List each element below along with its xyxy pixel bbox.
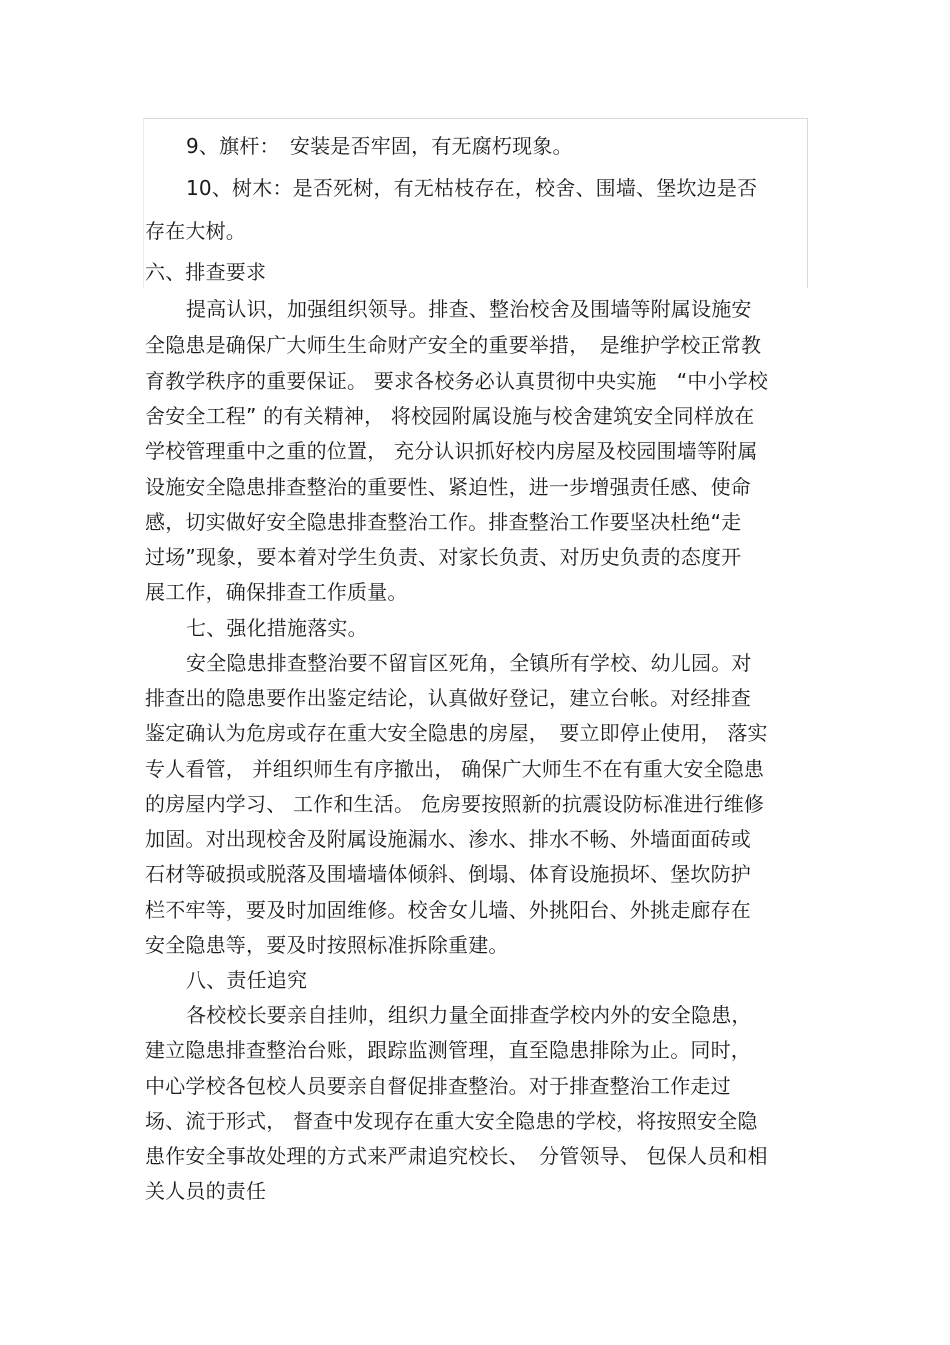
paragraph-line: 全隐患是确保广大师生生命财产安全的重要举措， 是维护学校正常教	[145, 333, 762, 357]
paragraph-line: 育教学秩序的重要保证。 要求各校务必认真贯彻中央实施 “中小学校	[145, 369, 769, 393]
section-8-heading: 八、责任追究	[186, 968, 308, 992]
paragraph-line: 提高认识，加强组织领导。排查、整治校舍及围墙等附属设施安	[186, 297, 752, 321]
paragraph-line: 感，切实做好安全隐患排查整治工作。排查整治工作要坚决杜绝“走	[145, 510, 742, 534]
section-7-heading: 七、强化措施落实。	[186, 616, 368, 640]
paragraph-line: 的房屋内学习、 工作和生活。 危房要按照新的抗震设防标准进行维修	[145, 792, 765, 816]
paragraph-line: 舍安全工程” 的有关精神， 将校园附属设施与校舍建筑安全同样放在	[145, 404, 755, 428]
paragraph-line: 场、流于形式， 督查中发现存在重大安全隐患的学校，将按照安全隐	[145, 1109, 758, 1133]
paragraph-line: 各校校长要亲自挂帅，组织力量全面排查学校内外的安全隐患，	[186, 1003, 752, 1027]
paragraph-line: 安全隐患排查整治要不留盲区死角，全镇所有学校、幼儿园。对	[186, 651, 752, 675]
paragraph-line: 展工作，确保排查工作质量。	[145, 580, 408, 604]
paragraph-line: 鉴定确认为危房或存在重大安全隐患的房屋， 要立即停止使用， 落实	[145, 721, 768, 745]
paragraph-line: 排查出的隐患要作出鉴定结论，认真做好登记，建立台帐。对经排查	[145, 686, 751, 710]
paragraph-line: 专人看管， 并组织师生有序撤出， 确保广大师生不在有重大安全隐患	[145, 757, 765, 781]
paragraph-line: 学校管理重中之重的位置， 充分认识抓好校内房屋及校园围墙等附属	[145, 439, 758, 463]
paragraph-line: 关人员的责任	[145, 1179, 267, 1203]
paragraph-line: 患作安全事故处理的方式来严肃追究校长、 分管领导、 包保人员和相	[145, 1144, 768, 1168]
section-6-heading: 六、排查要求	[145, 260, 267, 284]
paragraph-line: 中心学校各包校人员要亲自督促排查整治。对于排查整治工作走过	[145, 1074, 731, 1098]
item-10-trees-cont: 存在大树。	[145, 219, 246, 243]
paragraph-line: 设施安全隐患排查整治的重要性、紧迫性，进一步增强责任感、使命	[145, 475, 751, 499]
paragraph-line: 加固。对出现校舍及附属设施漏水、渗水、排水不畅、外墙面面砖或	[145, 827, 751, 851]
paragraph-line: 建立隐患排查整治台账，跟踪监测管理，直至隐患排除为止。同时，	[145, 1038, 751, 1062]
item-9-flagpole: 9、旗杆： 安装是否牢固，有无腐朽现象。	[186, 134, 573, 158]
item-10-trees: 10、树木：是否死树，有无枯枝存在，校舍、围墙、堡坎边是否	[186, 176, 758, 200]
paragraph-line: 栏不牢等，要及时加固维修。校舍女儿墙、外挑阳台、外挑走廊存在	[145, 898, 751, 922]
paragraph-line: 过场”现象，要本着对学生负责、对家长负责、对历史负责的态度开	[145, 545, 742, 569]
paragraph-line: 安全隐患等，要及时按照标准拆除重建。	[145, 933, 509, 957]
paragraph-line: 石材等破损或脱落及围墙墙体倾斜、倒塌、体育设施损坏、堡坎防护	[145, 862, 751, 886]
